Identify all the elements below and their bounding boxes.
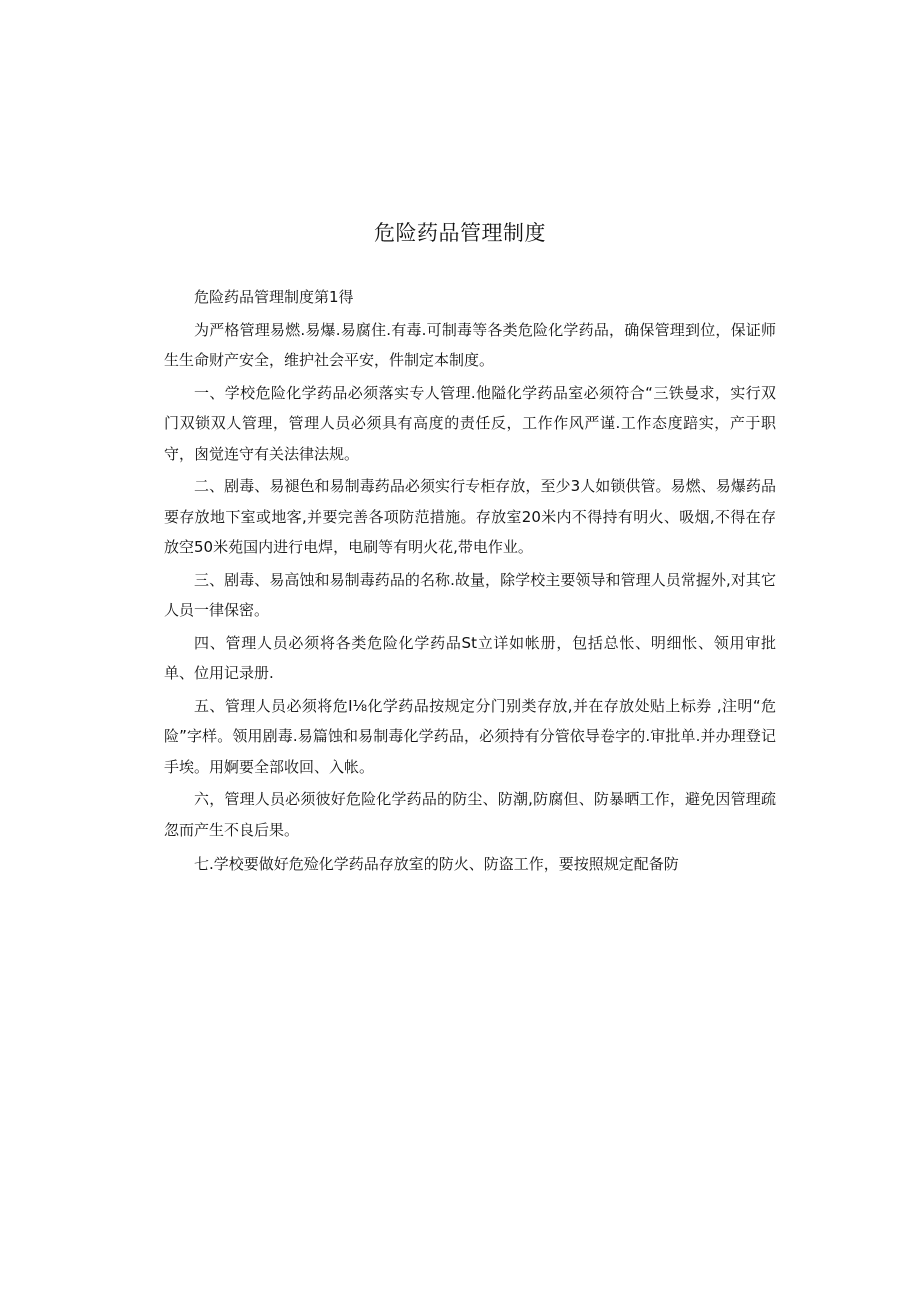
paragraph-rule-6: 六，管理人员必须彼好危险化学药品的防尘、防潮,防腐但、防暴晒工作，避免因管理疏忽而产生不良后果。 bbox=[164, 790, 776, 839]
paragraph-rule-2: 二、剧毒、易褪色和易制毒药品必须实行专柜存放，至少3人如锁供管。易燃、易爆药品要存放地下室或地客,并要完善各项防范措施。存放室20米内不得持有明火、吸烟,不得在存放空50米苑国内进行电焊，电刷等有明火花,带电作业。 bbox=[164, 477, 776, 556]
document-title: 危险药品管理制度 bbox=[374, 221, 546, 245]
paragraph-rule-7: 七.学校要做好危殓化学药品存放室的防火、防盗工作，要按照规定配备防 bbox=[194, 855, 679, 873]
document-subtitle: 危险药品管理制度第1得 bbox=[194, 288, 354, 306]
paragraph-rule-4: 四、管理人员必须将各类危险化学药品St立详如帐册，包括总怅、明细怅、领用审批单、位用记录册. bbox=[164, 633, 776, 682]
paragraph-rule-3: 三、剧毒、易高蚀和易制毒药品的名称.故量，除学校主要领导和管理人员常握外,对其它人员一律保密。 bbox=[164, 570, 776, 619]
paragraph-rule-5: 五、管理人员必须将危I⅛化学药品按规定分门别类存放,并在存放处贴上标券 ,注明“危险”字样。领用剧毒.易篇蚀和易制毒化学药品，必须持有分管依导卷字的.审批单.并办理登记手埃。用婀要全部收回、入帐。 bbox=[164, 696, 776, 776]
paragraph-rule-1: 一、学校危险化学药品必须落实专人管理.他隘化学药品室必须符合“三铁曼求，实行双门双锁双人管理，管理人员必须具有高度的责任反，工作作风严谨.工作态度踣实，产于职守，囪觉连守有关法律法规。 bbox=[164, 383, 776, 463]
paragraph-intro: 为严格管理易燃.易爆.易腐住.有毒.可制毒等各类危险化学药品，确保管理到位，保证师生生命财产安全，维护社会平安，件制定本制度。 bbox=[164, 320, 776, 369]
document-body bbox=[164, 282, 776, 882]
